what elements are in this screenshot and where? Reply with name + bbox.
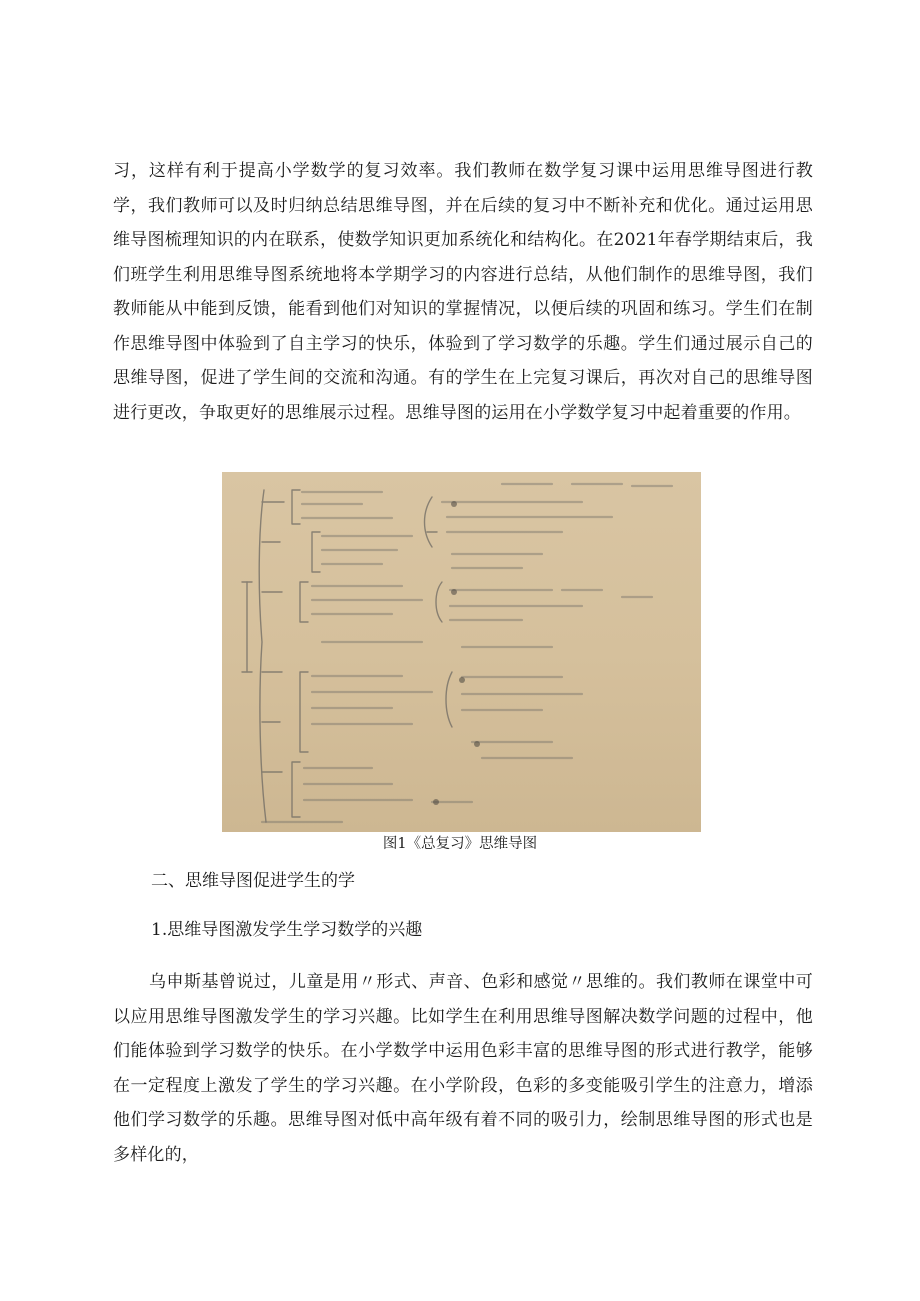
subsection-heading: 1.思维导图激发学生学习数学的兴趣 [151,920,423,940]
mind-map-sketch [222,472,701,832]
body-paragraph-1: 习，这样有利于提高小学数学的复习效率。我们教师在数学复习课中运用思维导图进行教学，我们教师可以及时归纳总结思维导图，并在后续的复习中不断补充和优化。通过运用思维导图梳理知识的内在联系，使数学知识更加系统化和结构化。在2021年春学期结束后，我们班学生利用思维导图系统地将本学期学习的内容进行总结，从他们制作的思维导图，我们教师能从中能到反馈，能看到他们对知识的掌握情况，以便后续的巩固和练习。学生们在制作思维导图中体验到了自主学习的快乐，体验到了学习数学的乐趣。学生们通过展示自己的思维导图，促进了学生间的交流和沟通。有的学生在上完复习课后，再次对自己的思维导图进行更改，争取更好的思维展示过程。思维导图的运用在小学数学复习中起着重要的作用。 [113,161,813,423]
body-paragraph-2: 乌申斯基曾说过，儿童是用〃形式、声音、色彩和感觉〃思维的。我们教师在课堂中可以应用思维导图激发学生的学习兴趣。比如学生在利用思维导图解决数学问题的过程中，他们能体验到学习数学的快乐。在小学数学中运用色彩丰富的思维导图的形式进行教学，能够在一定程度上激发了学生的学习兴趣。在小学阶段，色彩的多变能吸引学生的注意力，增添他们学习数学的乐趣。思维导图对低中高年级有着不同的吸引力，绘制思维导图的形式也是多样化的， [113,972,813,1165]
figure-caption: 图1《总复习》思维导图 [382,836,538,852]
section-heading: 二、思维导图促进学生的学 [151,871,355,891]
mind-map-photo [222,472,701,832]
